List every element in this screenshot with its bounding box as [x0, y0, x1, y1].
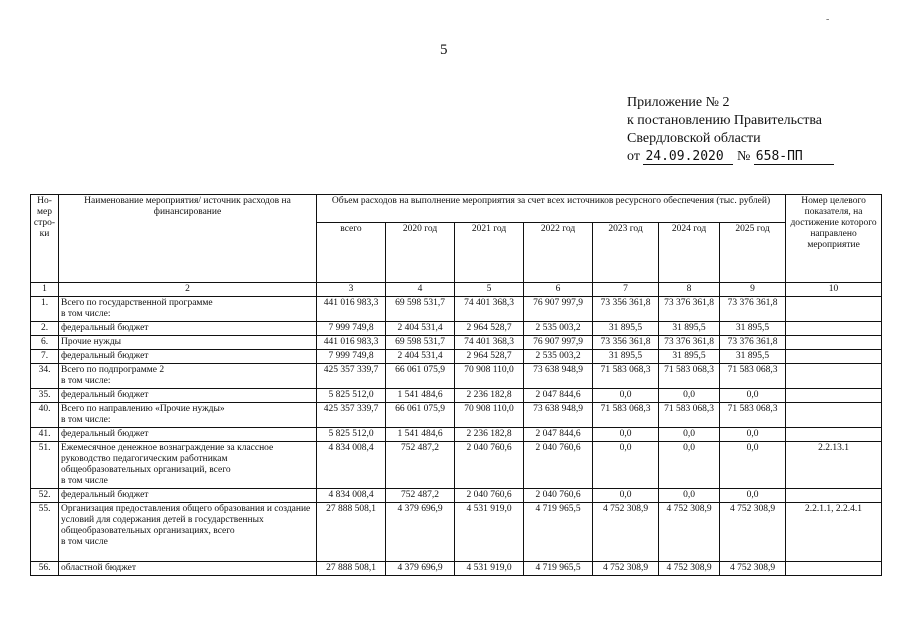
column-number: 3	[317, 283, 386, 297]
indicator-cell	[786, 489, 882, 503]
table-row	[31, 403, 882, 428]
value-cell: 76 907 997,9	[524, 297, 593, 322]
value-cell: 2 047 844,6	[524, 389, 593, 403]
row-name-cell: федеральный бюджет	[59, 428, 317, 442]
indicator-cell: 2.2.13.1	[786, 442, 882, 489]
value-cell: 73 638 948,9	[524, 403, 593, 428]
indicator-cell	[786, 350, 882, 364]
indicator-cell	[786, 364, 882, 389]
value-cell: 31 895,5	[720, 322, 786, 336]
value-cell: 2 040 760,6	[455, 442, 524, 489]
value-cell: 4 379 696,9	[386, 562, 455, 576]
value-cell: 71 583 068,3	[659, 364, 720, 389]
table-row	[31, 336, 882, 350]
header-total: всего	[317, 223, 386, 283]
value-cell: 31 895,5	[593, 322, 659, 336]
row-number-cell: 35.	[31, 389, 59, 403]
column-number: 9	[720, 283, 786, 297]
value-cell: 4 719 965,5	[524, 562, 593, 576]
appendix-line-2: к постановлению Правительства	[627, 113, 823, 128]
appendix-line-3: Свердловской области	[627, 131, 761, 146]
value-cell: 31 895,5	[659, 322, 720, 336]
value-cell: 73 356 361,8	[593, 336, 659, 350]
date-prefix: от	[627, 149, 640, 164]
header-event-name: Наименование мероприятия/ источник расходов на финансирование	[59, 195, 317, 283]
header-year-2023: 2023 год	[593, 223, 659, 283]
value-cell: 4 379 696,9	[386, 503, 455, 562]
value-cell: 2 236 182,8	[455, 389, 524, 403]
value-cell: 71 583 068,3	[593, 364, 659, 389]
header-target-indicator: Номер целевого показателя, на достижение которого направлено мероприятие	[786, 195, 882, 283]
row-number-cell: 7.	[31, 350, 59, 364]
value-cell: 71 583 068,3	[659, 403, 720, 428]
row-number-cell: 6.	[31, 336, 59, 350]
value-cell: 1 541 484,6	[386, 428, 455, 442]
indicator-cell	[786, 297, 882, 322]
value-cell: 2 964 528,7	[455, 322, 524, 336]
table-row	[31, 364, 882, 389]
value-cell: 2 047 844,6	[524, 428, 593, 442]
indicator-cell	[786, 322, 882, 336]
value-cell: 2 535 003,2	[524, 350, 593, 364]
header-year-2022: 2022 год	[524, 223, 593, 283]
value-cell: 73 356 361,8	[593, 297, 659, 322]
value-cell: 66 061 075,9	[386, 364, 455, 389]
table-row	[31, 428, 882, 442]
indicator-cell	[786, 403, 882, 428]
appendix-block	[627, 94, 834, 166]
row-number-cell: 52.	[31, 489, 59, 503]
value-cell: 441 016 983,3	[317, 297, 386, 322]
value-cell: 2 404 531,4	[386, 350, 455, 364]
value-cell: 76 907 997,9	[524, 336, 593, 350]
row-number-cell: 55.	[31, 503, 59, 562]
indicator-cell	[786, 562, 882, 576]
table-row	[31, 297, 882, 322]
decree-number: 658-ПП	[754, 150, 834, 165]
value-cell: 0,0	[720, 428, 786, 442]
appendix-date-line	[627, 148, 834, 166]
row-name-cell: федеральный бюджет	[59, 389, 317, 403]
table-row	[31, 442, 882, 489]
value-cell: 73 376 361,8	[720, 336, 786, 350]
value-cell: 4 752 308,9	[593, 503, 659, 562]
value-cell: 4 834 008,4	[317, 442, 386, 489]
corner-mark: -	[826, 14, 830, 25]
value-cell: 27 888 508,1	[317, 562, 386, 576]
value-cell: 752 487,2	[386, 489, 455, 503]
value-cell: 2 964 528,7	[455, 350, 524, 364]
row-name-cell: федеральный бюджет	[59, 489, 317, 503]
column-number: 7	[593, 283, 659, 297]
value-cell: 70 908 110,0	[455, 364, 524, 389]
value-cell: 5 825 512,0	[317, 389, 386, 403]
table-row	[31, 389, 882, 403]
value-cell: 74 401 368,3	[455, 297, 524, 322]
value-cell: 73 376 361,8	[720, 297, 786, 322]
value-cell: 425 357 339,7	[317, 364, 386, 389]
value-cell: 2 535 003,2	[524, 322, 593, 336]
column-number: 5	[455, 283, 524, 297]
table-row	[31, 322, 882, 336]
value-cell: 752 487,2	[386, 442, 455, 489]
table-row	[31, 350, 882, 364]
value-cell: 0,0	[659, 442, 720, 489]
value-cell: 71 583 068,3	[593, 403, 659, 428]
value-cell: 71 583 068,3	[720, 403, 786, 428]
row-number-cell: 2.	[31, 322, 59, 336]
row-number-cell: 51.	[31, 442, 59, 489]
value-cell: 441 016 983,3	[317, 336, 386, 350]
column-number: 1	[31, 283, 59, 297]
row-number-cell: 41.	[31, 428, 59, 442]
header-year-2021: 2021 год	[455, 223, 524, 283]
header-year-2020: 2020 год	[386, 223, 455, 283]
value-cell: 4 752 308,9	[720, 562, 786, 576]
decree-date: 24.09.2020	[643, 150, 733, 165]
header-row-number: Но-мер стро-ки	[31, 195, 59, 283]
value-cell: 4 752 308,9	[659, 503, 720, 562]
indicator-cell	[786, 336, 882, 350]
value-cell: 27 888 508,1	[317, 503, 386, 562]
value-cell: 4 531 919,0	[455, 503, 524, 562]
value-cell: 7 999 749,8	[317, 322, 386, 336]
value-cell: 0,0	[593, 442, 659, 489]
value-cell: 2 040 760,6	[524, 442, 593, 489]
column-number: 6	[524, 283, 593, 297]
appendix-title: Приложение № 2	[627, 95, 730, 110]
value-cell: 0,0	[659, 389, 720, 403]
value-cell: 69 598 531,7	[386, 336, 455, 350]
value-cell: 7 999 749,8	[317, 350, 386, 364]
indicator-cell: 2.2.1.1, 2.2.4.1	[786, 503, 882, 562]
value-cell: 70 908 110,0	[455, 403, 524, 428]
number-prefix: №	[736, 149, 751, 164]
value-cell: 0,0	[593, 389, 659, 403]
value-cell: 0,0	[593, 489, 659, 503]
value-cell: 73 376 361,8	[659, 336, 720, 350]
column-number: 8	[659, 283, 720, 297]
row-name-cell: областной бюджет	[59, 562, 317, 576]
value-cell: 74 401 368,3	[455, 336, 524, 350]
value-cell: 2 404 531,4	[386, 322, 455, 336]
row-name-cell: Организация предоставления общего образования и создание условий для содержания детей в государственных общеобразовательных организациях, всего в том числе	[59, 503, 317, 562]
row-name-cell: Всего по направлению «Прочие нужды» в том числе:	[59, 403, 317, 428]
row-name-cell: Ежемесячное денежное вознаграждение за классное руководство педагогическим работникам общеобразовательных организаций, всего в том числе	[59, 442, 317, 489]
table-row	[31, 489, 882, 503]
column-number: 2	[59, 283, 317, 297]
value-cell: 425 357 339,7	[317, 403, 386, 428]
value-cell: 0,0	[659, 489, 720, 503]
table-header	[31, 195, 882, 297]
column-number: 4	[386, 283, 455, 297]
value-cell: 4 752 308,9	[593, 562, 659, 576]
value-cell: 4 752 308,9	[659, 562, 720, 576]
value-cell: 2 040 760,6	[524, 489, 593, 503]
budget-table	[30, 194, 882, 576]
value-cell: 0,0	[720, 489, 786, 503]
value-cell: 0,0	[720, 389, 786, 403]
value-cell: 0,0	[720, 442, 786, 489]
row-number-cell: 34.	[31, 364, 59, 389]
row-name-cell: Прочие нужды	[59, 336, 317, 350]
indicator-cell	[786, 428, 882, 442]
row-name-cell: федеральный бюджет	[59, 350, 317, 364]
header-year-2025: 2025 год	[720, 223, 786, 283]
page-number: 5	[440, 42, 448, 58]
value-cell: 2 040 760,6	[455, 489, 524, 503]
column-number: 10	[786, 283, 882, 297]
row-number-cell: 56.	[31, 562, 59, 576]
row-name-cell: Всего по подпрограмме 2 в том числе:	[59, 364, 317, 389]
header-expense-volume: Объем расходов на выполнение мероприятия за счет всех источников ресурсного обеспечения (тыс. рублей)	[317, 195, 786, 223]
value-cell: 4 834 008,4	[317, 489, 386, 503]
value-cell: 4 719 965,5	[524, 503, 593, 562]
value-cell: 4 752 308,9	[720, 503, 786, 562]
value-cell: 1 541 484,6	[386, 389, 455, 403]
indicator-cell	[786, 389, 882, 403]
value-cell: 5 825 512,0	[317, 428, 386, 442]
value-cell: 69 598 531,7	[386, 297, 455, 322]
value-cell: 2 236 182,8	[455, 428, 524, 442]
value-cell: 4 531 919,0	[455, 562, 524, 576]
table-row	[31, 503, 882, 562]
value-cell: 66 061 075,9	[386, 403, 455, 428]
value-cell: 0,0	[593, 428, 659, 442]
value-cell: 31 895,5	[720, 350, 786, 364]
value-cell: 73 376 361,8	[659, 297, 720, 322]
value-cell: 0,0	[659, 428, 720, 442]
value-cell: 31 895,5	[593, 350, 659, 364]
value-cell: 71 583 068,3	[720, 364, 786, 389]
value-cell: 31 895,5	[659, 350, 720, 364]
value-cell: 73 638 948,9	[524, 364, 593, 389]
table-body	[31, 297, 882, 576]
column-number-row	[31, 283, 882, 297]
row-name-cell: Всего по государственной программе в том числе:	[59, 297, 317, 322]
row-number-cell: 1.	[31, 297, 59, 322]
row-number-cell: 40.	[31, 403, 59, 428]
header-year-2024: 2024 год	[659, 223, 720, 283]
table-row	[31, 562, 882, 576]
row-name-cell: федеральный бюджет	[59, 322, 317, 336]
